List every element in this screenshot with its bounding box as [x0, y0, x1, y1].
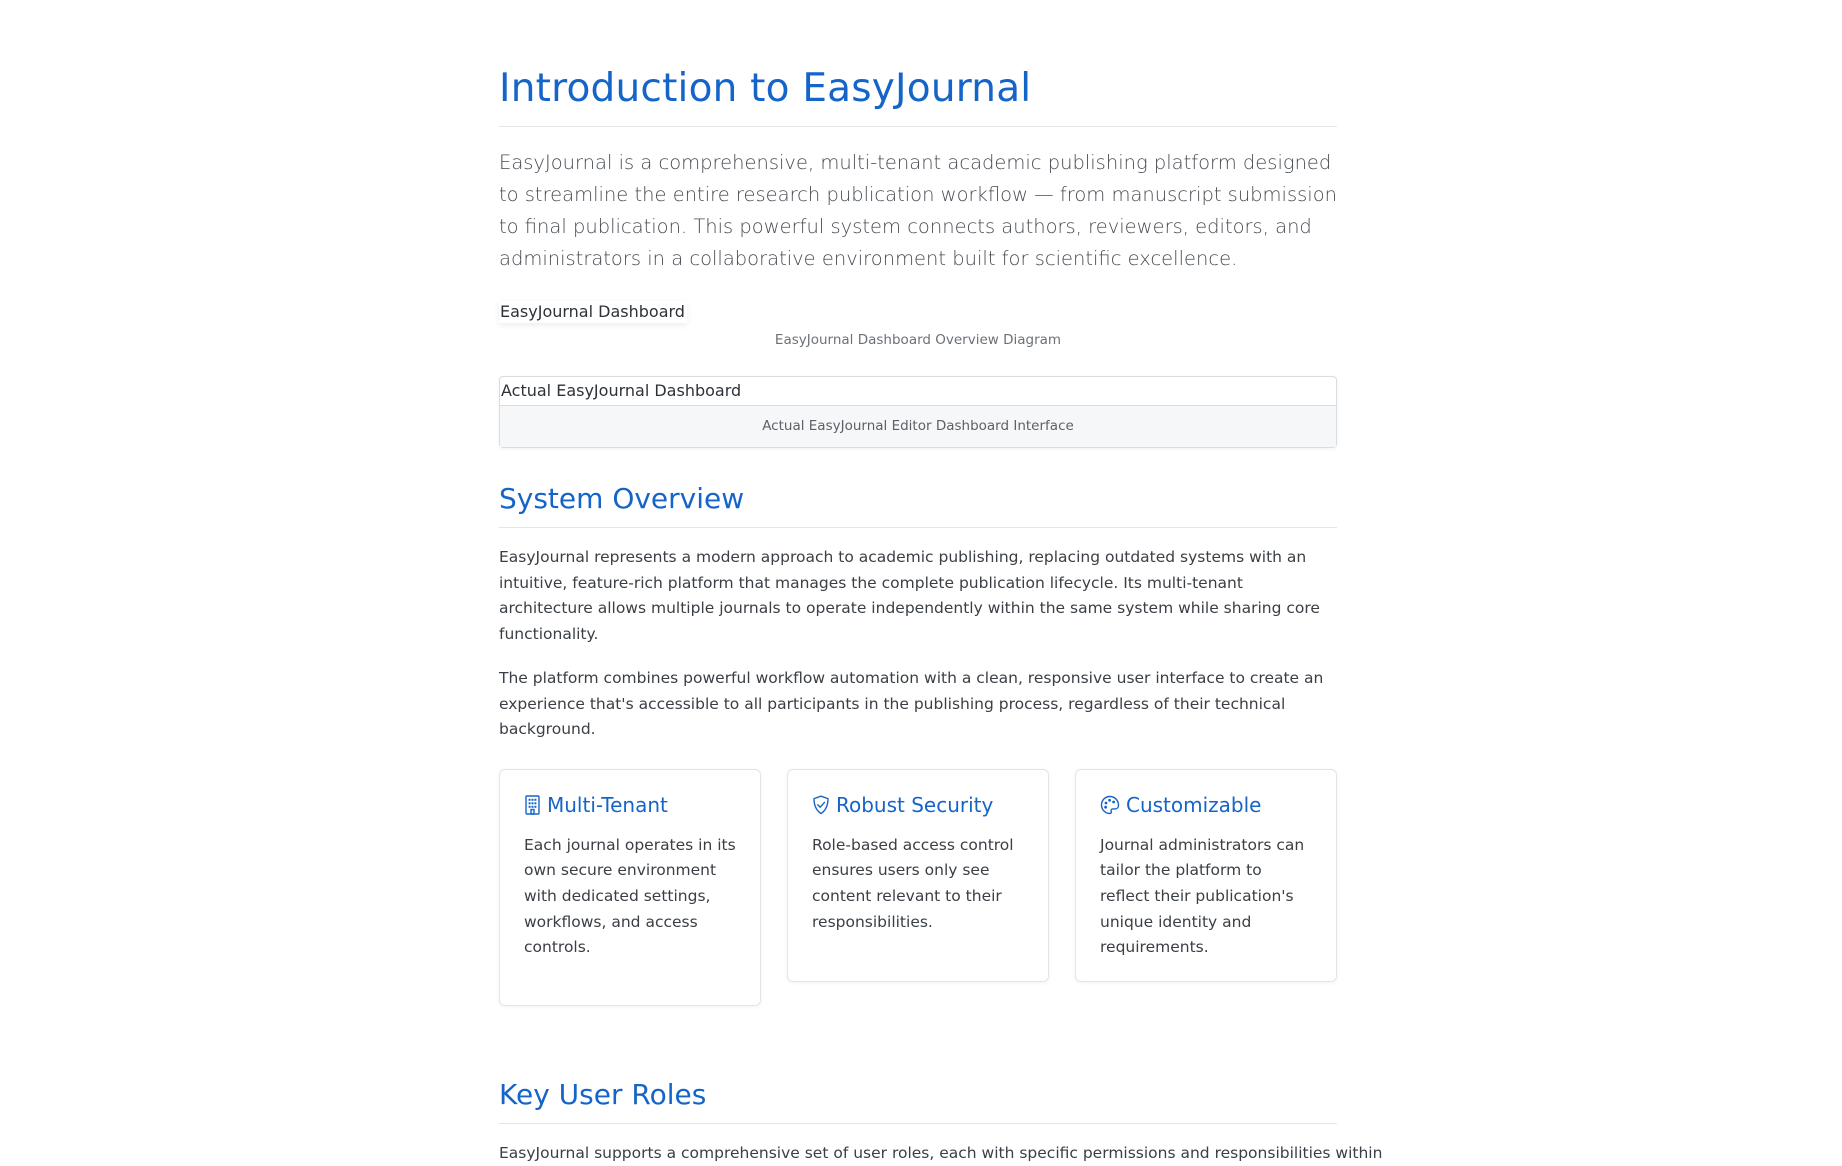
feature-card-title — [1100, 792, 1312, 818]
dashboard-image-alt: EasyJournal Dashboard — [500, 302, 685, 321]
figure-dashboard-diagram — [499, 275, 1337, 349]
feature-card-title-text: Multi-Tenant — [547, 792, 668, 817]
feature-card-title-text: Robust Security — [836, 792, 994, 817]
figure-caption: Actual EasyJournal Editor Dashboard Interface — [500, 406, 1336, 447]
section-heading-system-overview: System Overview — [499, 479, 1337, 528]
figure-caption: EasyJournal Dashboard Overview Diagram — [774, 332, 1062, 348]
figure-actual-dashboard — [499, 376, 1337, 448]
overview-paragraph-1: EasyJournal represents a modern approach to academic publishing, replacing outdated systems with an intuitive, feature-rich platform that manages the complete publication lifecycle. Its multi-tenant architecture allows multiple journals to operate independently within the same system while sharing core functionality. — [499, 548, 1320, 643]
article — [499, 62, 1383, 1166]
building-icon — [524, 795, 541, 815]
feature-cards — [499, 769, 1337, 1006]
feature-card-title — [812, 792, 1024, 818]
shield-check-icon — [812, 795, 830, 815]
lead-paragraph: EasyJournal is a comprehensive, multi-tenant academic publishing platform designed to streamline the entire research publication workflow — from manuscript submission to final publication. This powerful system connects authors, reviewers, editors, and administrators in a collaborative environment built for scientific excellence. — [499, 151, 1337, 270]
feature-card-robust-security — [787, 769, 1049, 982]
section-heading-key-user-roles: Key User Roles — [499, 1075, 1337, 1124]
feature-card-body: Each journal operates in its own secure environment with dedicated settings, workflows, and access controls. — [524, 835, 736, 957]
overview-paragraph-2: The platform combines powerful workflow automation with a clean, responsive user interface to create an experience that's accessible to all participants in the publishing process, regardless of their technical background. — [499, 669, 1324, 738]
feature-card-body: Journal administrators can tailor the platform to reflect their publication's unique identity and requirements. — [1100, 835, 1305, 957]
page-title: Introduction to EasyJournal — [499, 62, 1337, 127]
feature-card-customizable — [1075, 769, 1337, 982]
feature-card-multi-tenant — [499, 769, 761, 1006]
feature-card-title-text: Customizable — [1126, 792, 1262, 817]
actual-dashboard-image-alt: Actual EasyJournal Dashboard — [500, 377, 1336, 406]
palette-icon — [1100, 795, 1120, 815]
feature-card-title — [524, 792, 736, 818]
roles-intro-paragraph: EasyJournal supports a comprehensive set of user roles, each with specific permissions and responsibilities within — [499, 1143, 1383, 1162]
feature-card-body: Role-based access control ensures users only see content relevant to their responsibilities. — [812, 835, 1014, 931]
